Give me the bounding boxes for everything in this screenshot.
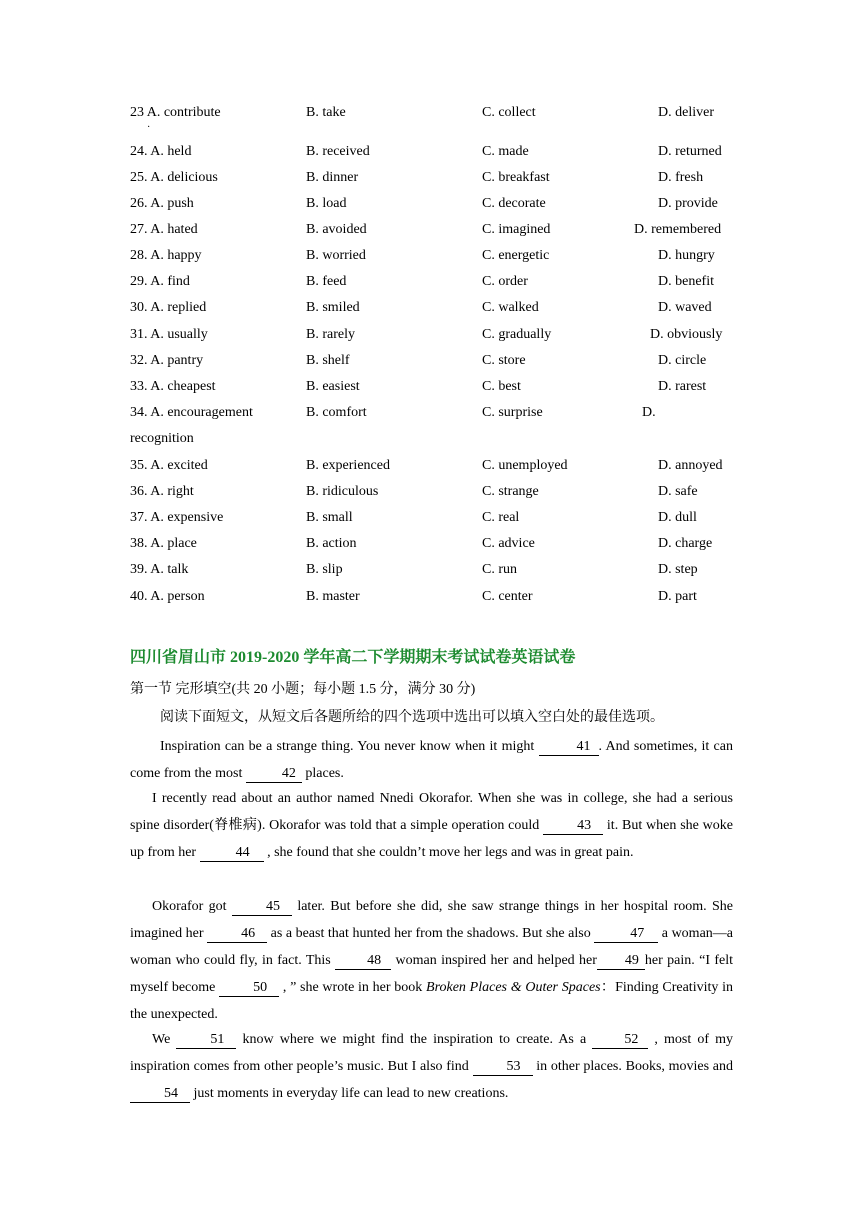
text: , ” she wrote in her book [279, 980, 427, 995]
option-a: 35. A. excited [130, 458, 208, 473]
blank-46: 46 [207, 926, 267, 943]
text: , most of my inspiration comes from other people’s music. But I also find [130, 1032, 734, 1074]
option-d: D. deliver [658, 105, 714, 120]
book-title: Broken Places & Outer Spaces [426, 980, 601, 995]
option-row [0, 403, 860, 423]
text: ：Finding Creativity in the unexpected. [130, 980, 733, 1022]
text: as a beast that hunted her from the shadows. But she also [267, 926, 595, 941]
paragraph-4 [130, 1026, 733, 1107]
option-b: B. action [306, 536, 357, 551]
text: Okorafor got [152, 899, 232, 914]
option-d: D. [642, 405, 656, 420]
blank-51: 51 [176, 1032, 236, 1049]
option-d: D. dull [658, 510, 697, 525]
option-row [0, 272, 860, 292]
option-d: D. obviously [650, 327, 723, 342]
option-a: 36. A. right [130, 484, 194, 499]
option-c: C. best [482, 379, 521, 394]
instructions: 阅读下面短文，从短文后各题所给的四个选项中选出可以填入空白处的最佳选项。 [160, 710, 664, 725]
option-c: C. breakfast [482, 170, 550, 185]
blank-52: 52 [592, 1032, 648, 1049]
option-a: 26. A. push [130, 196, 194, 211]
text: just moments in everyday life can lead to new creations. [190, 1086, 509, 1101]
option-a: 24. A. held [130, 144, 192, 159]
option-row [0, 351, 860, 371]
text: . And sometimes, it can come from the most [130, 739, 733, 781]
text: later. But before she did, she saw strange things in her hospital room. She imagined her [130, 899, 734, 941]
option-b: B. smiled [306, 300, 360, 315]
blank-54: 54 [130, 1086, 190, 1103]
blank-47: 47 [594, 926, 658, 943]
option-c: C. strange [482, 484, 539, 499]
option-row [0, 246, 860, 266]
paragraph-1 [130, 733, 733, 787]
option-row [0, 168, 860, 188]
option-row [0, 587, 860, 607]
option-c: C. made [482, 144, 529, 159]
option-d: D. hungry [658, 248, 715, 263]
option-a: 30. A. replied [130, 300, 207, 315]
option-b: B. take [306, 105, 346, 120]
option-b: B. worried [306, 248, 366, 263]
option-d: D. remembered [634, 222, 722, 237]
option-d: D. step [658, 562, 698, 577]
option-c: C. advice [482, 536, 535, 551]
option-c: C. run [482, 562, 517, 577]
option-c: C. center [482, 589, 533, 604]
option-b: B. master [306, 589, 360, 604]
text: I recently read about an author named Nnedi Okorafor. When she was in college, she had a serious spine disorder(脊椎病). Okorafor was told that a simple operation could [130, 791, 733, 833]
option-d: D. waved [658, 300, 712, 315]
option-b: B. comfort [306, 405, 367, 420]
option-a: 37. A. expensive [130, 510, 224, 525]
option-d: D. circle [658, 353, 707, 368]
paragraph-3 [130, 893, 733, 1028]
option-a: 38. A. place [130, 536, 197, 551]
option-c: C. store [482, 353, 526, 368]
text: Inspiration can be a strange thing. You never know when it might [160, 739, 539, 754]
blank-44: 44 [200, 845, 264, 862]
option-d: D. part [658, 589, 697, 604]
option-row [0, 560, 860, 580]
option-a: 40. A. person [130, 589, 205, 604]
blank-53: 53 [473, 1059, 533, 1076]
option-row [0, 456, 860, 476]
option-row [0, 194, 860, 214]
text: , she found that she couldn’t move her legs and was in great pain. [263, 845, 634, 860]
option-a: 34. A. encouragement [130, 405, 253, 420]
option-b: B. slip [306, 562, 343, 577]
option-b: B. avoided [306, 222, 367, 237]
option-row [0, 142, 860, 162]
blank-42: 42 [246, 766, 302, 783]
option-b: B. experienced [306, 458, 390, 473]
stray-dot: · [147, 122, 151, 133]
option-b: B. feed [306, 274, 347, 289]
option-d: D. charge [658, 536, 713, 551]
blank-41: 41 [539, 739, 599, 756]
option-b: B. dinner [306, 170, 359, 185]
blank-49: 49 [597, 953, 645, 970]
option-row [0, 298, 860, 318]
blank-43: 43 [543, 818, 603, 835]
section-heading: 第一节 完形填空(共 20 小题；每小题 1.5 分，满分 30 分) [130, 682, 476, 697]
blank-45: 45 [232, 899, 292, 916]
option-row [0, 534, 860, 554]
option-b: B. small [306, 510, 353, 525]
option-d: D. benefit [658, 274, 714, 289]
option-a: 27. A. hated [130, 222, 198, 237]
option-a: 28. A. happy [130, 248, 202, 263]
option-b: B. received [306, 144, 370, 159]
option-b: B. shelf [306, 353, 350, 368]
text: a woman—a woman who could fly, in fact. This [130, 926, 733, 968]
option-b: B. easiest [306, 379, 360, 394]
option-c: C. imagined [482, 222, 551, 237]
option-b: B. ridiculous [306, 484, 379, 499]
option-b: B. load [306, 196, 347, 211]
option-a: 23 A. contribute [130, 105, 221, 120]
option-row [0, 482, 860, 502]
option-c: C. unemployed [482, 458, 568, 473]
option-c: C. order [482, 274, 528, 289]
blank-48: 48 [335, 953, 391, 970]
option-d: D. provide [658, 196, 718, 211]
option-a: 29. A. find [130, 274, 190, 289]
option-d: D. annoyed [658, 458, 723, 473]
option-a: 31. A. usually [130, 327, 208, 342]
option-c: C. real [482, 510, 520, 525]
option-c: C. walked [482, 300, 539, 315]
text: woman inspired her and helped her [391, 953, 597, 968]
text: in other places. Books, movies and [532, 1059, 734, 1074]
option-a: 25. A. delicious [130, 170, 218, 185]
option-row [0, 103, 860, 123]
blank-50: 50 [219, 980, 279, 997]
option-c: C. energetic [482, 248, 550, 263]
exam-title: 四川省眉山市 2019-2020 学年高二下学期期末考试试卷英语试卷 [130, 649, 576, 666]
option-row [0, 377, 860, 397]
option-d: D. safe [658, 484, 698, 499]
option-c: C. collect [482, 105, 536, 120]
option-a: 39. A. talk [130, 562, 189, 577]
option-b: B. rarely [306, 327, 355, 342]
option-d: D. fresh [658, 170, 704, 185]
option-row [0, 220, 860, 240]
option-c: C. surprise [482, 405, 543, 420]
option-c: C. decorate [482, 196, 546, 211]
option-a: 32. A. pantry [130, 353, 204, 368]
option-c: C. gradually [482, 327, 552, 342]
option-row [0, 325, 860, 345]
text: places. [301, 766, 344, 781]
option-a: 33. A. cheapest [130, 379, 216, 394]
option-row [0, 508, 860, 528]
text: it. But when she woke up from her [130, 818, 734, 860]
text: know where we might find the inspiration to create. As a [236, 1032, 593, 1047]
text: We [152, 1032, 177, 1047]
paragraph-2 [130, 785, 733, 866]
option-d: D. rarest [658, 379, 707, 394]
option-34-wrap: recognition [130, 431, 194, 446]
text: her pain. “I felt myself become [130, 953, 734, 995]
option-d: D. returned [658, 144, 722, 159]
